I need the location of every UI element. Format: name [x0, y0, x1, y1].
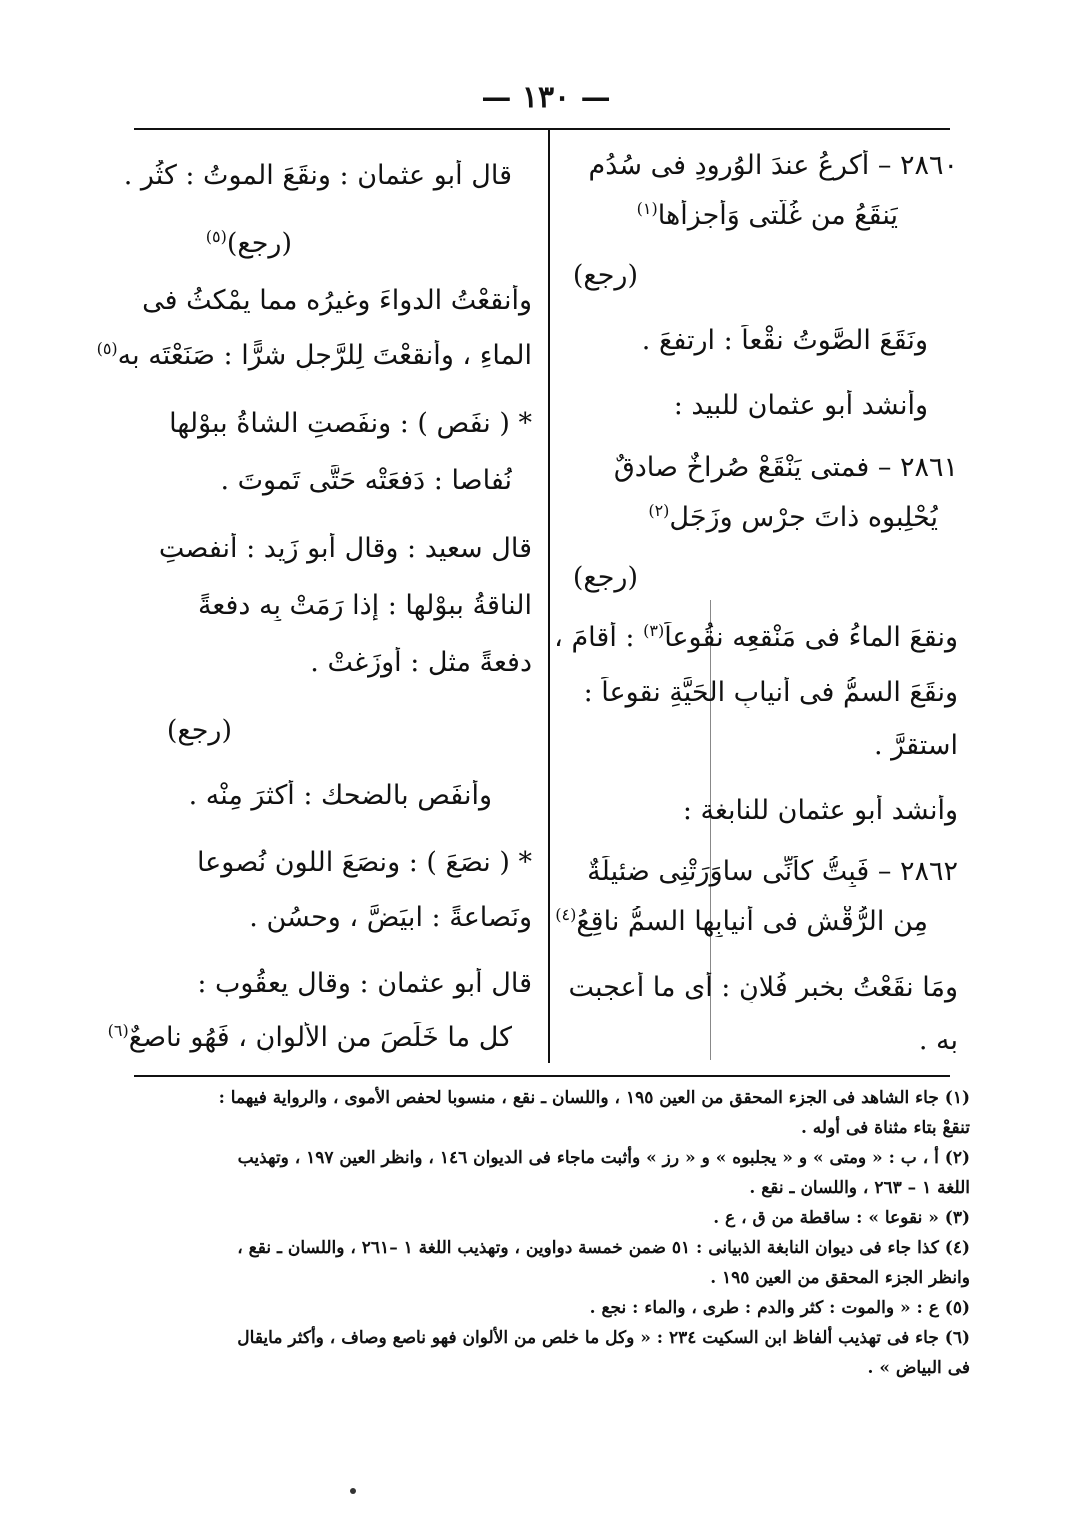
- right-column-text: ٢٨٦٢ – فَبِتُّ كأَنِّى ساوَرَتْنِى ضئيلَةٌ: [587, 856, 958, 887]
- left-column-line: [206, 228, 292, 259]
- right-column-line: [569, 972, 958, 1003]
- left-column-line: [142, 285, 532, 316]
- right-column-text-tail: : أقامَ ،: [554, 622, 644, 653]
- left-column-line: [310, 647, 532, 678]
- right-column-line: [874, 730, 958, 761]
- footnote-line: وانظر الجزء المحقق من العين ١٩٥ .: [710, 1268, 970, 1288]
- right-column-text: يَنقَعُ من غُلَّتى وَأَجزأُها: [657, 200, 898, 231]
- left-column-line: [97, 340, 532, 371]
- left-column-line: [108, 1022, 512, 1053]
- right-column-text: ٢٨٦١ – فمتى يَنْقَعْ صُراخٌ صادقٌ: [613, 452, 958, 483]
- left-column-line: [189, 780, 492, 811]
- left-column-text: * ( نصَعَ ) : ونصَعَ اللون نُصوعا: [196, 847, 532, 878]
- footnote-ref: (٥): [96, 340, 118, 358]
- left-column-text: نُفاصا : دَفعَتْه حَتَّى تَموتَ .: [220, 465, 512, 496]
- right-column-text: يُحْلِبوه ذاتَ جرْسٍ وزَجَل: [669, 502, 938, 533]
- footnote-line: (١) جاء الشاهد فى الجزء المحقق من العين ١٩٥ ، واللسان ـ نقع ، منسوبا لحفص الأموى ، والرواية فيهما :: [218, 1088, 970, 1108]
- right-column-line: [573, 562, 638, 593]
- right-column-text: ونقعَ الماءُ فى مَنْقعِه نقُوعاً: [664, 622, 958, 653]
- left-column-line: [197, 847, 532, 878]
- right-column-line: [648, 502, 938, 533]
- right-column-line: [614, 452, 958, 483]
- left-column-text: قال سعيد : وقال أبو زَيد : أنفصتِ: [158, 533, 532, 564]
- right-column-line: [637, 200, 898, 231]
- right-column-text: وأَنشد أبو عثمان للنابغة :: [682, 795, 958, 826]
- footnote-ref: (٢): [648, 502, 670, 520]
- footnotes: [150, 1083, 970, 1383]
- right-column-text: ومَا نقَعْتُ بخبرِ فُلانٍ : أى ما أعجبت: [568, 972, 958, 1003]
- left-column-text: كل ما خَلَصَ من الأَلوانِ ، فَهُو ناصعٌ: [128, 1022, 512, 1053]
- left-column-line: [167, 715, 232, 746]
- left-column-text: دفعةً مثل : أوزَغتْ .: [310, 647, 532, 678]
- footnote-line: تنقعْ بتاء مثناة فى أوله .: [800, 1118, 970, 1138]
- right-column-text: ونقَعَ السمُّ فى أنيابِ الحَيَّةِ نقوعاً :: [583, 677, 958, 708]
- left-column-line: [124, 160, 512, 191]
- right-column-text: ٢٨٦٠ – أكرعُ عندَ الوُرودِ فى سُدُمٍ: [588, 150, 958, 181]
- footnote-ref: (٣): [643, 622, 665, 640]
- left-column-line: [249, 902, 532, 933]
- left-column-text: * ( نفَص ) : ونفَصتِ الشاةُ ببوْلها: [169, 408, 532, 439]
- left-column-text: (رجع): [166, 715, 232, 746]
- page-number: — ١٣٠ —: [481, 80, 611, 115]
- right-column-text: ونَقَعَ الصَّوتُ نقْعاً : ارتفعَ .: [641, 325, 928, 356]
- right-column-line: [554, 622, 958, 653]
- footnote-ref: (١): [636, 200, 658, 218]
- footnote-line: (٦) جاء فى تهذيب ألفاظ ابن السكيت ٢٣٤ : « وكل ما خلص من الألوان فهو ناصع وصاف ، وأكثر مايقال: [237, 1328, 970, 1348]
- left-column-line: [169, 408, 532, 439]
- footnote-ref: (٦): [107, 1022, 129, 1040]
- footnote-line: فى البياض » .: [867, 1358, 970, 1378]
- left-column-text: وأَنقعْتُ الدواءَ وغيرُه مما يمْكثُ فى: [142, 285, 532, 316]
- footnote-ref: (٤): [555, 906, 577, 924]
- left-column-line: [197, 968, 532, 999]
- right-column-line: [587, 856, 958, 887]
- footnote-line: (٣) « نقوعا » : ساقطة من ق ، ع .: [713, 1208, 970, 1228]
- left-column-text: الماءِ ، وأَنقعْتَ لِلرَّجلِ شرًّا : صَنَعْتَه به: [117, 340, 532, 371]
- right-column-text: مِن الرُّقْش فى أنيابِها السمُّ ناقِعُ: [576, 906, 928, 937]
- left-column-line: [159, 533, 532, 564]
- right-column-line: [588, 150, 958, 181]
- left-column-text: الناقةُ ببوْلها : إذا رَمَتْ بِه دفعةً: [197, 590, 532, 621]
- right-column-line: [642, 325, 928, 356]
- right-column-text: (رجع): [572, 562, 638, 593]
- left-column-line: [220, 465, 512, 496]
- right-column-line: [919, 1025, 958, 1056]
- ink-speck: [350, 1488, 356, 1494]
- left-column-text: (رجع): [226, 228, 292, 259]
- left-column-text: وأَنفَص بالضحك : أَكثرَ مِنْه .: [188, 780, 492, 811]
- header-rule: [134, 128, 950, 130]
- left-column-text: قال أَبو عثمان : وقال يعقُوب :: [197, 968, 532, 999]
- right-column-text: (رجع): [572, 260, 638, 291]
- right-column-line: [674, 390, 928, 421]
- right-column-line: [555, 906, 928, 937]
- right-column-text: وأَنشد أبو عثمان للبيد :: [673, 390, 928, 421]
- footnote-line: اللغة ١ – ٢٦٣ ، واللسان ـ نقع .: [749, 1178, 970, 1198]
- left-column-text: ونَصاعةً : ابيَضَّ ، وحسُن .: [249, 902, 532, 933]
- footnote-line: (٢) أ ، ب : « ومتى » و « يجلبوه » و « رز » وأثبت ماجاء فى الديوان ١٤٦ ، وانظر العين ١٩٧ ، وتهذيب: [237, 1148, 970, 1168]
- column-divider: [548, 128, 550, 1063]
- left-column-text: قال أبو عثمان : ونقَعَ الموتُ : كثُر .: [123, 160, 512, 191]
- left-column-line: [198, 590, 532, 621]
- right-column-line: [573, 260, 638, 291]
- right-column-line: [683, 795, 958, 826]
- right-column-text: استقرَّ .: [874, 730, 958, 761]
- right-column-line: [584, 677, 958, 708]
- footnote-rule: [134, 1075, 950, 1077]
- footnote-ref: (٥): [205, 228, 227, 246]
- right-column-text: به .: [918, 1025, 958, 1056]
- footnote-line: (٥) ع : « والموت : كثر والدم : طرى ، والماء : نجع .: [589, 1298, 970, 1318]
- footnote-line: (٤) كذا جاء فى ديوان النابغة الذبيانى : ٥١ ضمن خمسة دواوين ، وتهذيب اللغة ١ –٢٦١ ، واللسان ـ نقع ،: [237, 1238, 970, 1258]
